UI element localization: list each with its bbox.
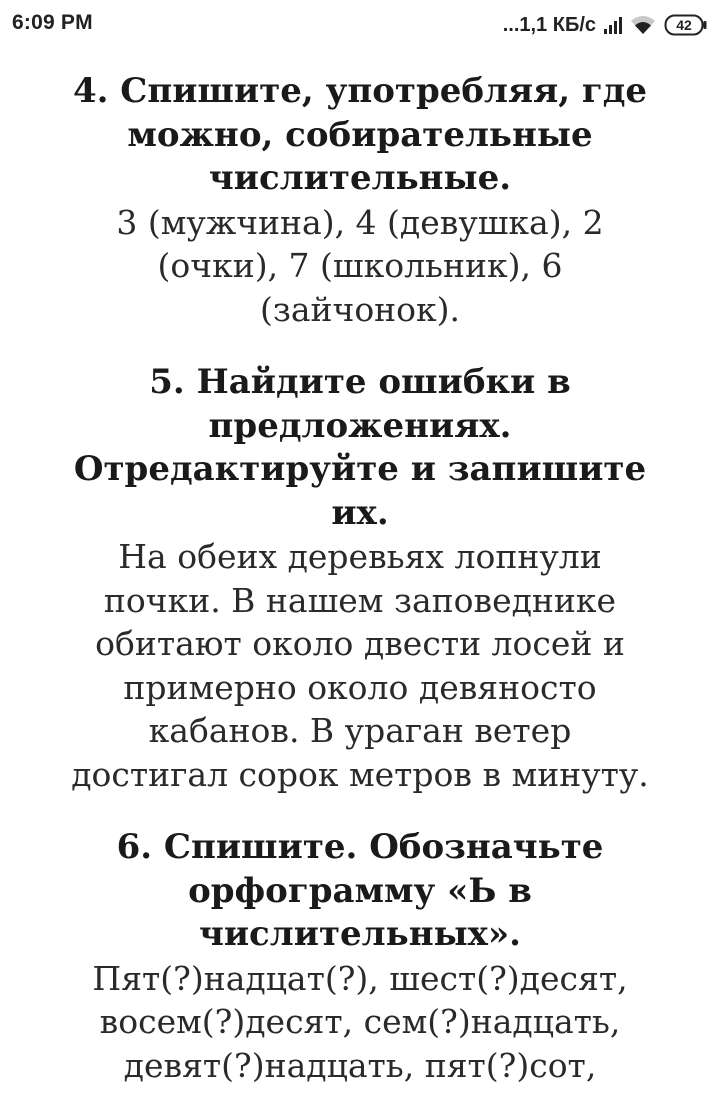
- body-line: Пят(?)надцат(?), шест(?)десят,: [92, 958, 628, 998]
- network-speed: ...1,1 КБ/с: [502, 13, 596, 36]
- status-indicators: [503, 10, 708, 40]
- document-content: [0, 70, 720, 1117]
- status-time: 6:09 PM: [12, 11, 93, 34]
- battery-icon: [664, 13, 708, 37]
- exercise-4-heading: [0, 70, 720, 201]
- exercise-5-body: [0, 535, 720, 796]
- body-line: кабанов. В ураган ветер: [148, 711, 572, 750]
- exercise-5: [0, 361, 720, 796]
- heading-line: числительные.: [208, 158, 512, 198]
- body-line: девят(?)надцать, пят(?)сот,: [123, 1045, 597, 1085]
- exercise-6-heading: [0, 826, 720, 957]
- heading-line: орфограмму «Ь в: [188, 870, 532, 911]
- exercise-6: [0, 826, 720, 1087]
- status-bar: [0, 0, 720, 52]
- heading-line: числительных».: [198, 914, 522, 954]
- body-line: (зайчонок).: [259, 289, 461, 329]
- exercise-4: [0, 70, 720, 331]
- battery-level: 42: [676, 17, 692, 33]
- signal-icon: [604, 16, 622, 34]
- body-line: На обеих деревьях лопнули: [118, 537, 602, 576]
- body-line: достигал сорок метров в минуту.: [71, 754, 649, 794]
- wifi-icon: [630, 15, 656, 35]
- body-line: восем(?)десят, сем(?)надцать,: [99, 1002, 621, 1041]
- heading-line: 6. Спишите. Обозначьте: [116, 827, 604, 867]
- heading-line: их.: [331, 492, 389, 533]
- exercise-5-heading: [0, 361, 720, 535]
- heading-line: можно, собирательные: [127, 114, 593, 155]
- body-line: обитают около двести лосей и: [95, 624, 625, 663]
- exercise-4-body: [0, 201, 720, 332]
- heading-line: 5. Найдите ошибки в: [149, 362, 571, 402]
- heading-line: Отредактируйте и запишите: [73, 449, 647, 489]
- body-line: (очки), 7 (школьник), 6: [157, 246, 563, 285]
- heading-line: 4. Спишите, употребляя, где: [72, 71, 648, 111]
- body-line: почки. В нашем заповеднике: [103, 580, 617, 620]
- body-line: 3 (мужчина), 4 (девушка), 2: [116, 202, 604, 242]
- exercise-6-body: [0, 957, 720, 1088]
- heading-line: предложениях.: [208, 405, 512, 446]
- body-line: примерно около девяносто: [123, 667, 597, 707]
